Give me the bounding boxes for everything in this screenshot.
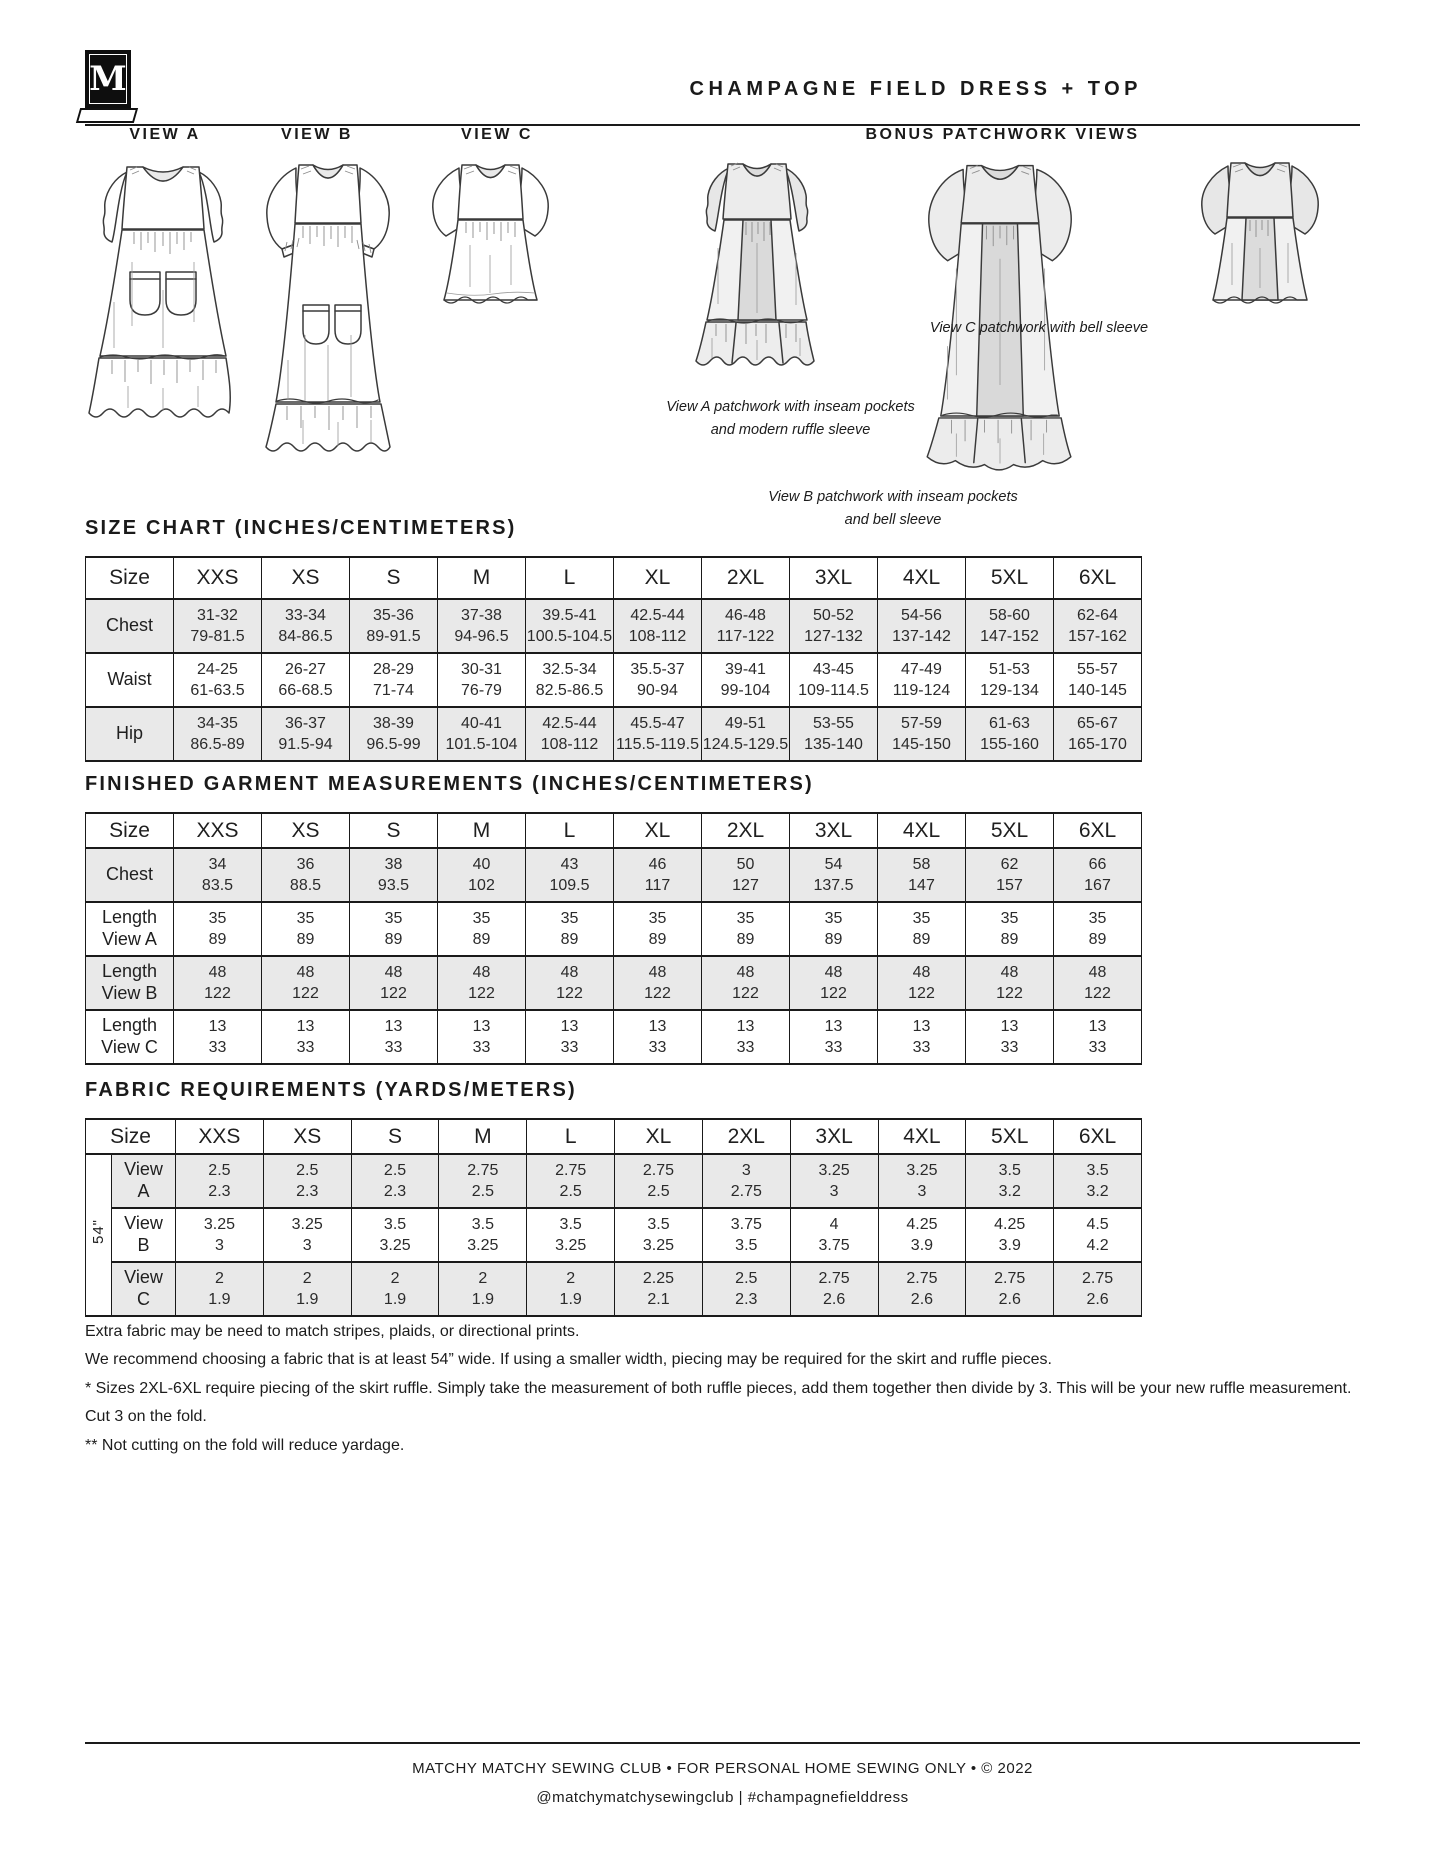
table-row bbox=[86, 956, 1142, 1010]
size-header: 4XL bbox=[878, 557, 966, 599]
fabric-requirements-table-wrap bbox=[85, 1118, 1142, 1317]
fabric-width-cell bbox=[86, 1154, 112, 1316]
measurement-cell: 3.25 3 bbox=[790, 1154, 878, 1208]
size-header: S bbox=[350, 557, 438, 599]
measurement-cell: 34-35 86.5-89 bbox=[174, 707, 262, 761]
row-label: View C bbox=[112, 1262, 176, 1316]
size-header: XXS bbox=[174, 557, 262, 599]
measurement-cell: 35 89 bbox=[614, 902, 702, 956]
row-label: Length View B bbox=[86, 956, 174, 1010]
measurement-cell: 48 122 bbox=[262, 956, 350, 1010]
size-header: XXS bbox=[174, 813, 262, 848]
measurement-cell: 51-53 129-134 bbox=[966, 653, 1054, 707]
measurement-cell: 62 157 bbox=[966, 848, 1054, 902]
measurement-cell: 35 89 bbox=[966, 902, 1054, 956]
measurement-cell: 42.5-44 108-112 bbox=[614, 599, 702, 653]
note-extra-fabric: Extra fabric may be need to match stripes, plaids, or directional prints. bbox=[85, 1323, 580, 1340]
brand-logo-box bbox=[85, 50, 131, 108]
row-label: View B bbox=[112, 1208, 176, 1262]
measurement-cell: 2.75 2.6 bbox=[1054, 1262, 1142, 1316]
table-row bbox=[86, 848, 1142, 902]
measurement-cell: 31-32 79-81.5 bbox=[174, 599, 262, 653]
view-c-label: VIEW C bbox=[461, 126, 533, 143]
measurement-cell: 3.25 3 bbox=[263, 1208, 351, 1262]
measurement-cell: 39-41 99-104 bbox=[702, 653, 790, 707]
measurement-cell: 13 33 bbox=[614, 1010, 702, 1064]
measurement-cell: 28-29 71-74 bbox=[350, 653, 438, 707]
size-header: 2XL bbox=[702, 813, 790, 848]
patchwork-a-caption-line2: and modern ruffle sleeve bbox=[710, 422, 871, 439]
measurement-cell: 62-64 157-162 bbox=[1054, 599, 1142, 653]
size-header: L bbox=[526, 813, 614, 848]
size-header: 6XL bbox=[1054, 557, 1142, 599]
footer-divider bbox=[85, 1742, 1360, 1744]
finished-measurements-body bbox=[86, 848, 1142, 1064]
measurement-cell: 35 89 bbox=[438, 902, 526, 956]
measurement-cell: 35 89 bbox=[1054, 902, 1142, 956]
row-label: Length View C bbox=[86, 1010, 174, 1064]
measurement-cell: 2.75 2.6 bbox=[878, 1262, 966, 1316]
fabric-notes bbox=[85, 1318, 1370, 1460]
patchwork-a-caption bbox=[618, 396, 963, 442]
table-row bbox=[86, 1262, 1142, 1316]
patchwork-b-caption-line1: View B patchwork with inseam pockets bbox=[768, 489, 1018, 505]
size-header: XL bbox=[614, 557, 702, 599]
patchwork-view-c-illustration bbox=[1160, 148, 1360, 328]
measurement-cell: 50-52 127-132 bbox=[790, 599, 878, 653]
measurement-cell: 13 33 bbox=[878, 1010, 966, 1064]
measurement-cell: 13 33 bbox=[174, 1010, 262, 1064]
measurement-cell: 3.5 3.25 bbox=[615, 1208, 703, 1262]
measurement-cell: 38-39 96.5-99 bbox=[350, 707, 438, 761]
measurement-cell: 30-31 76-79 bbox=[438, 653, 526, 707]
size-header: 2XL bbox=[702, 557, 790, 599]
measurement-cell: 4 3.75 bbox=[790, 1208, 878, 1262]
measurement-cell: 2.5 2.3 bbox=[263, 1154, 351, 1208]
size-header: 3XL bbox=[790, 1119, 878, 1154]
table-row bbox=[86, 902, 1142, 956]
fabric-requirements-body bbox=[86, 1154, 1142, 1316]
finished-measurements-table bbox=[85, 812, 1142, 1065]
measurement-cell: 49-51 124.5-129.5 bbox=[702, 707, 790, 761]
size-header: XXS bbox=[176, 1119, 264, 1154]
size-chart-table-wrap bbox=[85, 556, 1142, 762]
measurement-cell: 3.5 3.2 bbox=[1054, 1154, 1142, 1208]
measurement-cell: 4.25 3.9 bbox=[966, 1208, 1054, 1262]
measurement-cell: 35 89 bbox=[878, 902, 966, 956]
measurement-cell: 48 122 bbox=[614, 956, 702, 1010]
row-label: Chest bbox=[86, 848, 174, 902]
size-header: XL bbox=[614, 813, 702, 848]
size-header: XL bbox=[615, 1119, 703, 1154]
measurement-cell: 3.5 3.2 bbox=[966, 1154, 1054, 1208]
table-row bbox=[86, 1010, 1142, 1064]
measurement-cell: 2.5 2.3 bbox=[176, 1154, 264, 1208]
measurement-cell: 48 122 bbox=[878, 956, 966, 1010]
measurement-cell: 47-49 119-124 bbox=[878, 653, 966, 707]
measurement-cell: 48 122 bbox=[702, 956, 790, 1010]
size-header: 3XL bbox=[790, 813, 878, 848]
measurement-cell: 3.75 3.5 bbox=[702, 1208, 790, 1262]
measurement-cell: 65-67 165-170 bbox=[1054, 707, 1142, 761]
measurement-cell: 54 137.5 bbox=[790, 848, 878, 902]
finished-measurements-table-wrap bbox=[85, 812, 1142, 1065]
measurement-cell: 2.5 2.3 bbox=[702, 1262, 790, 1316]
row-label: View A bbox=[112, 1154, 176, 1208]
measurement-cell: 35.5-37 90-94 bbox=[614, 653, 702, 707]
note-fabric-width: We recommend choosing a fabric that is at least 54” wide. If using a smaller width, piecing may be required for the skirt and ruffle pieces. bbox=[85, 1351, 1052, 1369]
brand-logo-base bbox=[76, 108, 138, 123]
measurement-cell: 46 117 bbox=[614, 848, 702, 902]
table-row bbox=[86, 1208, 1142, 1262]
size-header: 6XL bbox=[1054, 813, 1142, 848]
measurement-cell: 50 127 bbox=[702, 848, 790, 902]
measurement-cell: 58 147 bbox=[878, 848, 966, 902]
measurement-cell: 48 122 bbox=[526, 956, 614, 1010]
table-row bbox=[86, 1154, 1142, 1208]
measurement-cell: 2 1.9 bbox=[351, 1262, 439, 1316]
measurement-cell: 36-37 91.5-94 bbox=[262, 707, 350, 761]
size-chart-body bbox=[86, 599, 1142, 761]
measurement-cell: 61-63 155-160 bbox=[966, 707, 1054, 761]
measurement-cell: 48 122 bbox=[350, 956, 438, 1010]
measurement-cell: 24-25 61-63.5 bbox=[174, 653, 262, 707]
measurement-cell: 37-38 94-96.5 bbox=[438, 599, 526, 653]
measurement-cell: 2 1.9 bbox=[176, 1262, 264, 1316]
size-header-row bbox=[86, 813, 1142, 848]
measurement-cell: 53-55 135-140 bbox=[790, 707, 878, 761]
measurement-cell: 13 33 bbox=[438, 1010, 526, 1064]
measurement-cell: 35 89 bbox=[174, 902, 262, 956]
size-header: S bbox=[350, 813, 438, 848]
footer-copyright: MATCHY MATCHY SEWING CLUB • FOR PERSONAL HOME SEWING ONLY • © 2022 bbox=[412, 1760, 1033, 1777]
size-header: XS bbox=[262, 557, 350, 599]
measurement-cell: 48 122 bbox=[790, 956, 878, 1010]
measurement-cell: 43 109.5 bbox=[526, 848, 614, 902]
size-header: L bbox=[526, 557, 614, 599]
measurement-cell: 2.75 2.5 bbox=[527, 1154, 615, 1208]
size-header: 6XL bbox=[1054, 1119, 1142, 1154]
measurement-cell: 13 33 bbox=[966, 1010, 1054, 1064]
fabric-requirements-header bbox=[86, 1119, 1142, 1154]
size-header: M bbox=[438, 557, 526, 599]
size-column-header: Size bbox=[86, 1119, 176, 1154]
size-header: XS bbox=[262, 813, 350, 848]
footer-social: @matchymatchysewingclub | #champagnefielddress bbox=[536, 1789, 909, 1806]
measurement-cell: 3.25 3 bbox=[878, 1154, 966, 1208]
measurement-cell: 40 102 bbox=[438, 848, 526, 902]
measurement-cell: 40-41 101.5-104 bbox=[438, 707, 526, 761]
row-label: Chest bbox=[86, 599, 174, 653]
measurement-cell: 13 33 bbox=[702, 1010, 790, 1064]
measurement-cell: 35 89 bbox=[526, 902, 614, 956]
measurement-cell: 13 33 bbox=[350, 1010, 438, 1064]
size-chart-heading: SIZE CHART (INCHES/CENTIMETERS) bbox=[85, 517, 517, 539]
note-ruffle-piecing: * Sizes 2XL-6XL require piecing of the skirt ruffle. Simply take the measurement of both ruffle pieces, add them together then divide by 3. This will be your new ruffle measurement. Cut 3 on the fold. bbox=[85, 1379, 1352, 1426]
measurement-cell: 2.75 2.6 bbox=[966, 1262, 1054, 1316]
patchwork-b-caption-line2: and bell sleeve bbox=[844, 512, 942, 529]
row-label: Waist bbox=[86, 653, 174, 707]
size-header: M bbox=[439, 1119, 527, 1154]
table-row bbox=[86, 653, 1142, 707]
measurement-cell: 13 33 bbox=[790, 1010, 878, 1064]
measurement-cell: 43-45 109-114.5 bbox=[790, 653, 878, 707]
patchwork-b-caption bbox=[728, 486, 1058, 532]
size-header: 4XL bbox=[878, 813, 966, 848]
row-label: Hip bbox=[86, 707, 174, 761]
page-title: CHAMPAGNE FIELD DRESS + TOP bbox=[689, 78, 1142, 100]
row-label: Length View A bbox=[86, 902, 174, 956]
measurement-cell: 13 33 bbox=[262, 1010, 350, 1064]
table-row bbox=[86, 707, 1142, 761]
view-b-illustration bbox=[243, 150, 413, 460]
patchwork-view-a-illustration bbox=[640, 148, 875, 393]
measurement-cell: 54-56 137-142 bbox=[878, 599, 966, 653]
bonus-patchwork-label: BONUS PATCHWORK VIEWS bbox=[865, 126, 1140, 143]
table-row bbox=[86, 599, 1142, 653]
size-column-header: Size bbox=[86, 813, 174, 848]
measurement-cell: 35 89 bbox=[350, 902, 438, 956]
patchwork-c-caption: View C patchwork with bell sleeve bbox=[929, 320, 1149, 336]
measurement-cell: 13 33 bbox=[526, 1010, 614, 1064]
measurement-cell: 45.5-47 115.5-119.5 bbox=[614, 707, 702, 761]
measurement-cell: 3.5 3.25 bbox=[439, 1208, 527, 1262]
finished-measurements-header bbox=[86, 813, 1142, 848]
measurement-cell: 33-34 84-86.5 bbox=[262, 599, 350, 653]
measurement-cell: 2.5 2.3 bbox=[351, 1154, 439, 1208]
measurement-cell: 57-59 145-150 bbox=[878, 707, 966, 761]
size-header-row bbox=[86, 557, 1142, 599]
measurement-cell: 35 89 bbox=[702, 902, 790, 956]
measurement-cell: 4.25 3.9 bbox=[878, 1208, 966, 1262]
measurement-cell: 38 93.5 bbox=[350, 848, 438, 902]
size-column-header: Size bbox=[86, 557, 174, 599]
size-header: 4XL bbox=[878, 1119, 966, 1154]
measurement-cell: 2.75 2.6 bbox=[790, 1262, 878, 1316]
view-a-illustration bbox=[68, 150, 258, 445]
size-header: 5XL bbox=[966, 813, 1054, 848]
measurement-cell: 2 1.9 bbox=[263, 1262, 351, 1316]
view-b-label: VIEW B bbox=[281, 126, 353, 143]
fabric-requirements-heading: FABRIC REQUIREMENTS (YARDS/METERS) bbox=[85, 1079, 577, 1101]
fabric-width-label: 54" bbox=[89, 1219, 107, 1245]
note-fold-yardage: ** Not cutting on the fold will reduce yardage. bbox=[85, 1436, 405, 1454]
measurement-cell: 26-27 66-68.5 bbox=[262, 653, 350, 707]
brand-logo-letter: M bbox=[89, 59, 127, 99]
size-header: XS bbox=[263, 1119, 351, 1154]
measurement-cell: 35 89 bbox=[262, 902, 350, 956]
measurement-cell: 2 1.9 bbox=[527, 1262, 615, 1316]
measurement-cell: 3.5 3.25 bbox=[527, 1208, 615, 1262]
measurement-cell: 3.5 3.25 bbox=[351, 1208, 439, 1262]
measurement-cell: 35-36 89-91.5 bbox=[350, 599, 438, 653]
size-chart-table bbox=[85, 556, 1142, 762]
measurement-cell: 46-48 117-122 bbox=[702, 599, 790, 653]
measurement-cell: 4.5 4.2 bbox=[1054, 1208, 1142, 1262]
measurement-cell: 42.5-44 108-112 bbox=[526, 707, 614, 761]
size-header: S bbox=[351, 1119, 439, 1154]
patchwork-a-caption-line1: View A patchwork with inseam pockets bbox=[666, 399, 915, 415]
measurement-cell: 32.5-34 82.5-86.5 bbox=[526, 653, 614, 707]
measurement-cell: 36 88.5 bbox=[262, 848, 350, 902]
size-chart-header bbox=[86, 557, 1142, 599]
size-header: 5XL bbox=[966, 1119, 1054, 1154]
view-a-label: VIEW A bbox=[129, 126, 201, 143]
measurement-cell: 34 83.5 bbox=[174, 848, 262, 902]
size-header: 3XL bbox=[790, 557, 878, 599]
measurement-cell: 3 2.75 bbox=[702, 1154, 790, 1208]
size-header: 5XL bbox=[966, 557, 1054, 599]
size-header-row bbox=[86, 1119, 1142, 1154]
size-header: M bbox=[438, 813, 526, 848]
size-header: L bbox=[527, 1119, 615, 1154]
finished-measurements-heading: FINISHED GARMENT MEASUREMENTS (INCHES/CENTIMETERS) bbox=[85, 773, 814, 795]
size-header: 2XL bbox=[702, 1119, 790, 1154]
measurement-cell: 66 167 bbox=[1054, 848, 1142, 902]
measurement-cell: 58-60 147-152 bbox=[966, 599, 1054, 653]
measurement-cell: 2 1.9 bbox=[439, 1262, 527, 1316]
measurement-cell: 39.5-41 100.5-104.5 bbox=[526, 599, 614, 653]
measurement-cell: 2.75 2.5 bbox=[439, 1154, 527, 1208]
measurement-cell: 2.75 2.5 bbox=[615, 1154, 703, 1208]
measurement-cell: 48 122 bbox=[174, 956, 262, 1010]
measurement-cell: 35 89 bbox=[790, 902, 878, 956]
measurement-cell: 55-57 140-145 bbox=[1054, 653, 1142, 707]
brand-logo bbox=[85, 50, 143, 123]
measurement-cell: 48 122 bbox=[438, 956, 526, 1010]
measurement-cell: 2.25 2.1 bbox=[615, 1262, 703, 1316]
measurement-cell: 48 122 bbox=[1054, 956, 1142, 1010]
measurement-cell: 3.25 3 bbox=[176, 1208, 264, 1262]
view-c-illustration bbox=[413, 150, 568, 320]
fabric-requirements-table bbox=[85, 1118, 1142, 1317]
measurement-cell: 13 33 bbox=[1054, 1010, 1142, 1064]
measurement-cell: 48 122 bbox=[966, 956, 1054, 1010]
